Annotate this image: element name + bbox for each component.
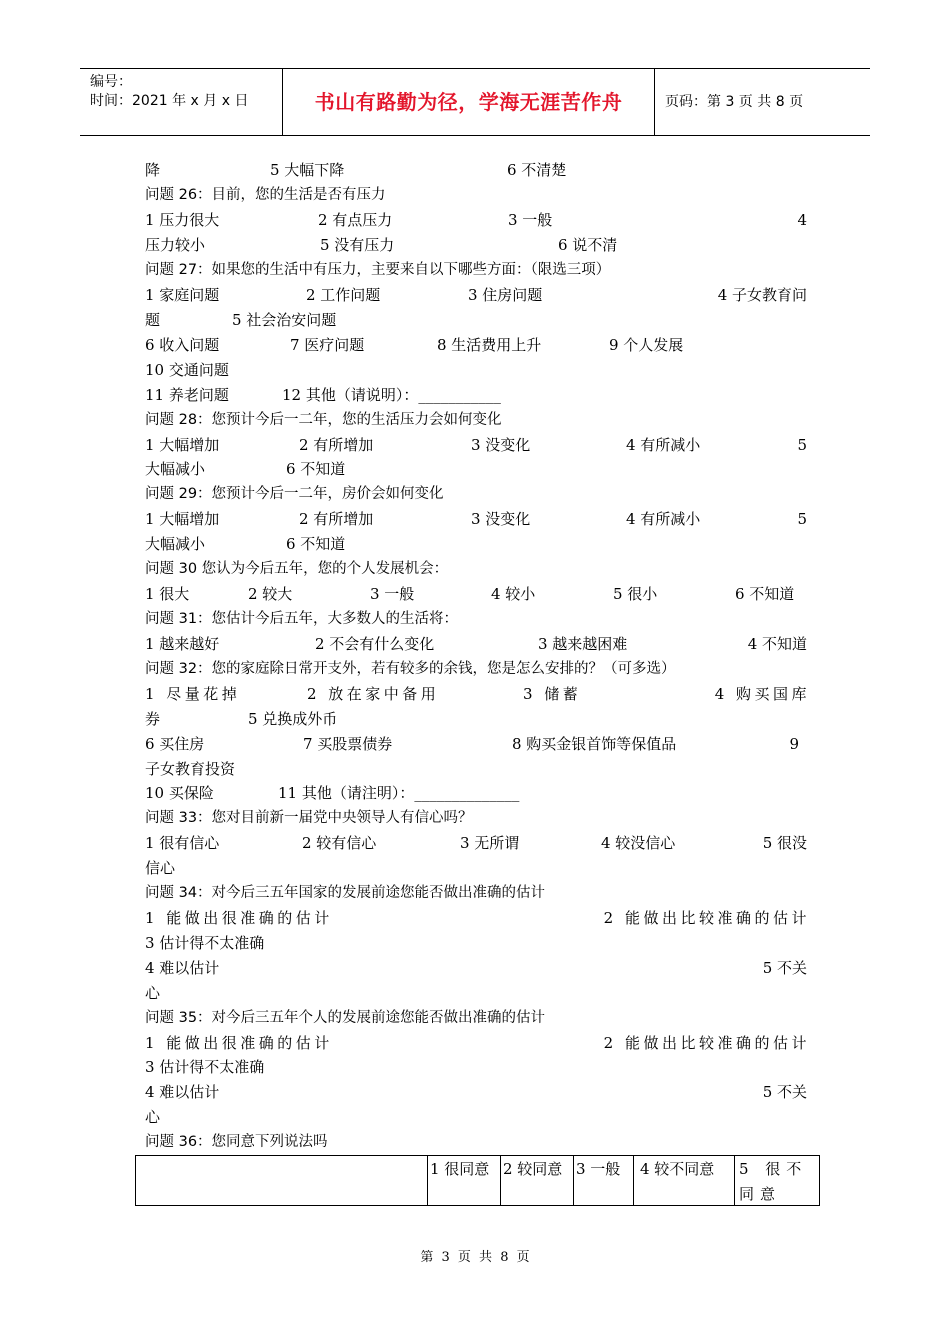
table-header-neutral: 3 一般	[573, 1156, 633, 1205]
text-line	[145, 159, 807, 181]
option-text: 心	[145, 1108, 161, 1126]
agreement-table	[135, 1155, 820, 1206]
option-text: 2 能做出比较准确的估计	[603, 1034, 810, 1052]
document-number-label: 编号：	[90, 74, 132, 90]
option-text: 6 不知道	[286, 535, 346, 553]
option-text: 8 购买金银首饰等保值品	[512, 735, 677, 753]
question-28	[145, 409, 807, 431]
option-text: 5 社会治安问题	[232, 311, 337, 329]
option-text: 2 较大	[248, 585, 293, 603]
option-text: 题	[145, 311, 161, 329]
header-page-number: 页码：第 3 页 共 8 页	[665, 94, 804, 110]
text-line	[145, 384, 807, 406]
option-text: 10 买保险	[145, 784, 214, 802]
option-text: 1 能做出很准确的估计	[145, 1034, 333, 1052]
text-line	[145, 733, 807, 755]
question-34	[145, 882, 807, 904]
text-line	[145, 932, 807, 954]
header-meta-cell	[80, 69, 283, 135]
table-header-strongly-disagree: 5 很不同意	[734, 1156, 819, 1205]
option-text: 9 个人发展	[609, 336, 684, 354]
option-text: 3 没变化	[471, 436, 531, 454]
text-line	[145, 209, 807, 231]
table-header-statement	[136, 1156, 427, 1205]
question-32	[145, 658, 807, 680]
option-text: 12 其他（请说明）：___________	[282, 386, 501, 404]
header-motto: 书山有路勤为径，学海无涯苦作舟	[283, 69, 655, 135]
option-text: 2 工作问题	[306, 286, 381, 304]
option-text: 5 大幅下降	[270, 161, 345, 179]
text-line	[145, 982, 807, 1004]
option-text: 4 较没信心	[601, 834, 676, 852]
option-text: 4 较小	[491, 585, 536, 603]
option-text: 2 能做出比较准确的估计	[603, 909, 810, 927]
text-line	[145, 907, 810, 929]
text-line	[145, 633, 807, 655]
question-text: 问题 33：您对目前新一届党中央领导人有信心吗？	[145, 810, 473, 826]
option-text: 2 不会有什么变化	[315, 635, 435, 653]
option-text: 2 有点压力	[318, 211, 393, 229]
option-text: 6 买住房	[145, 735, 205, 753]
option-text: 1 能做出很准确的估计	[145, 909, 333, 927]
option-text: 3 没变化	[471, 510, 531, 528]
question-text: 问题 28：您预计今后一二年，您的生活压力会如何变化	[145, 412, 502, 428]
option-text: 3 一般	[370, 585, 415, 603]
option-text: 4	[797, 211, 807, 229]
option-text: 4 难以估计	[145, 959, 220, 977]
option-text: 2 有所增加	[299, 510, 374, 528]
table-header-strongly-agree: 1 很同意	[427, 1156, 500, 1205]
option-text: 2 有所增加	[299, 436, 374, 454]
option-text: 5 不关	[762, 1083, 807, 1101]
text-line	[145, 508, 807, 530]
question-36	[145, 1131, 807, 1153]
option-text: 1 家庭问题	[145, 286, 220, 304]
option-text: 2 较有信心	[302, 834, 377, 852]
text-line	[145, 1056, 807, 1078]
text-line	[145, 832, 807, 854]
question-text: 问题 34：对今后三五年国家的发展前途您能否做出准确的估计	[145, 885, 546, 901]
text-line	[145, 708, 807, 730]
option-text: 5 兑换成外币	[248, 710, 338, 728]
option-text: 11 养老问题	[145, 386, 229, 404]
text-line	[145, 857, 807, 879]
text-line	[145, 758, 807, 780]
question-text: 问题 36：您同意下列说法吗	[145, 1134, 328, 1150]
text-line	[145, 309, 807, 331]
option-text: 9	[789, 735, 799, 753]
option-text: 5 很小	[613, 585, 658, 603]
text-line	[145, 533, 807, 555]
question-text: 问题 35：对今后三五年个人的发展前途您能否做出准确的估计	[145, 1010, 546, 1026]
option-text: 1 越来越好	[145, 635, 220, 653]
option-text: 3 无所谓	[460, 834, 520, 852]
option-text: 压力较小	[145, 236, 206, 254]
option-text: 1 很有信心	[145, 834, 220, 852]
question-text: 问题 29：您预计今后一二年，房价会如何变化	[145, 486, 444, 502]
text-line	[145, 683, 810, 705]
text-line	[145, 583, 807, 605]
option-text: 1 大幅增加	[145, 510, 220, 528]
option-text: 3 住房问题	[468, 286, 543, 304]
text-line	[145, 1106, 807, 1128]
page-footer: 第 3 页 共 8 页	[420, 1250, 530, 1265]
page-header	[80, 68, 870, 136]
text-line	[145, 234, 807, 256]
option-text: 7 买股票债券	[303, 735, 393, 753]
option-text: 2 放在家中备用	[307, 685, 440, 703]
document-time-label: 时间：2021 年 x 月 x 日	[90, 93, 249, 109]
text-line	[145, 782, 807, 804]
question-text: 问题 27：如果您的生活中有压力，主要来自以下哪些方面：（限选三项）	[145, 262, 611, 278]
question-31	[145, 608, 807, 630]
text-line	[145, 1081, 807, 1103]
question-33	[145, 807, 807, 829]
option-text: 信心	[145, 859, 176, 877]
text-line	[145, 1032, 810, 1054]
option-text: 4 子女教育问	[717, 286, 807, 304]
option-text: 1 压力很大	[145, 211, 220, 229]
option-text: 4 不知道	[747, 635, 807, 653]
option-text: 6 不知道	[735, 585, 795, 603]
question-29	[145, 483, 807, 505]
text-line	[145, 458, 807, 480]
question-text: 问题 31：您估计今后五年，大多数人的生活将：	[145, 611, 459, 627]
option-text: 券	[145, 710, 161, 728]
text-line	[145, 284, 807, 306]
option-text: 3 越来越困难	[538, 635, 628, 653]
option-text: 11 其他（请注明）：______________	[278, 784, 520, 802]
line-text: 降	[145, 161, 161, 179]
option-text: 6 不知道	[286, 460, 346, 478]
question-text: 问题 30 您认为今后五年，您的个人发展机会：	[145, 561, 449, 577]
text-line	[145, 957, 807, 979]
option-text: 4 难以估计	[145, 1083, 220, 1101]
option-text: 1 尽量花掉	[145, 685, 241, 703]
question-35	[145, 1007, 807, 1029]
text-line	[145, 434, 807, 456]
option-text: 3 一般	[508, 211, 553, 229]
table-header-agree: 2 较同意	[500, 1156, 573, 1205]
option-text: 7 医疗问题	[290, 336, 365, 354]
question-text: 问题 26：目前，您的生活是否有压力	[145, 187, 386, 203]
option-text: 8 生活费用上升	[437, 336, 542, 354]
option-text: 4 有所减小	[626, 436, 701, 454]
option-text: 5	[797, 436, 807, 454]
option-text: 子女教育投资	[145, 760, 236, 778]
table-header-disagree: 4 较不同意	[633, 1156, 734, 1205]
option-text: 心	[145, 984, 161, 1002]
option-text: 3 估计得不太准确	[145, 934, 265, 952]
option-text: 大幅减小	[145, 460, 206, 478]
option-text: 5	[797, 510, 807, 528]
option-text: 5 不关	[762, 959, 807, 977]
question-27	[145, 259, 807, 281]
option-text: 10 交通问题	[145, 361, 229, 379]
question-text: 问题 32：您的家庭除日常开支外，若有较多的余钱，您是怎么安排的？（可多选）	[145, 661, 676, 677]
option-text: 1 大幅增加	[145, 436, 220, 454]
option-text: 4 购买国库	[714, 685, 810, 703]
option-text: 5 没有压力	[320, 236, 395, 254]
option-text: 1 很大	[145, 585, 190, 603]
option-text: 6 说不清	[558, 236, 618, 254]
option-text: 5 很没	[762, 834, 807, 852]
question-30	[145, 558, 807, 580]
option-text: 6 收入问题	[145, 336, 220, 354]
option-text: 6 不清楚	[507, 161, 567, 179]
option-text: 3 储蓄	[523, 685, 582, 703]
question-26	[145, 184, 807, 206]
text-line	[145, 334, 807, 356]
text-line	[145, 359, 807, 381]
option-text: 大幅减小	[145, 535, 206, 553]
option-text: 3 估计得不太准确	[145, 1058, 265, 1076]
option-text: 4 有所减小	[626, 510, 701, 528]
